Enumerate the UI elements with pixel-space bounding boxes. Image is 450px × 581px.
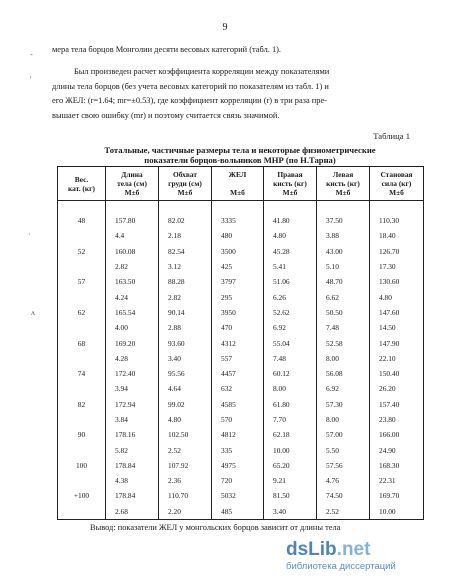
measurements-table	[57, 166, 424, 520]
table-cell	[58, 228, 106, 243]
sd-value-cell: 8.00	[317, 412, 370, 427]
mean-value-cell: 90.14	[159, 305, 212, 320]
sd-value-cell: 3.94	[106, 381, 159, 396]
mean-value-cell: 3335	[212, 213, 264, 228]
sd-value-cell: 4.80	[370, 289, 424, 304]
table-row-sd	[58, 320, 424, 335]
watermark-subtitle: библиотека диссертаций	[286, 561, 396, 572]
mean-value-cell: 95.56	[159, 366, 212, 381]
table-row-sd	[58, 442, 424, 457]
table-cell	[58, 412, 106, 427]
mean-value-cell: 3797	[212, 274, 264, 289]
mean-value-cell: 57.30	[317, 397, 370, 412]
paragraph-line: его ЖЕЛ: (r=1.64; mr=±0.53), где коэффициент корреляции (r) в три раза пре-	[52, 96, 327, 105]
sd-value-cell: 2.36	[159, 473, 212, 488]
mean-value-cell: 160.08	[106, 244, 159, 259]
paragraph-line: длины тела борцов (без учета весовых категорий по показателям из табл. 1) и	[52, 81, 329, 91]
table-spacer-row	[58, 201, 424, 214]
weight-category-cell: 90	[58, 427, 106, 442]
weight-category-cell: 48	[58, 213, 106, 228]
sd-value-cell: 480	[212, 228, 264, 243]
sd-value-cell: 22.10	[370, 351, 424, 366]
table-label: Таблица 1	[373, 131, 410, 141]
weight-category-cell: +100	[58, 488, 106, 503]
sd-value-cell: 2.88	[159, 320, 212, 335]
mean-value-cell: 107.92	[159, 458, 212, 473]
table-row-mean	[58, 274, 424, 289]
table-row-mean	[58, 305, 424, 320]
mean-value-cell: 172.40	[106, 366, 159, 381]
weight-category-cell: 100	[58, 458, 106, 473]
mean-value-cell: 157.40	[370, 397, 424, 412]
paragraph-line: Был произведен расчет коэффициента корреляции между показателями	[74, 67, 330, 76]
sd-value-cell: 425	[212, 259, 264, 274]
table-cell	[58, 442, 106, 457]
sd-value-cell: 23.80	[370, 412, 424, 427]
sd-value-cell: 5.10	[317, 259, 370, 274]
mean-value-cell: 37.50	[317, 213, 370, 228]
table-row-mean	[58, 458, 424, 473]
sd-value-cell: 720	[212, 473, 264, 488]
sd-value-cell: 6.92	[317, 381, 370, 396]
table-cell	[264, 201, 317, 214]
mean-value-cell: 130.60	[370, 274, 424, 289]
paragraph-correlation	[52, 65, 329, 123]
mean-value-cell: 88.28	[159, 274, 212, 289]
sd-value-cell: 2.52	[159, 442, 212, 457]
mean-value-cell: 82.02	[159, 213, 212, 228]
mean-value-cell: 102.50	[159, 427, 212, 442]
sd-value-cell: 26.20	[370, 381, 424, 396]
sd-value-cell: 3.84	[106, 412, 159, 427]
mean-value-cell: 60.12	[264, 366, 317, 381]
mean-value-cell: 65.20	[264, 458, 317, 473]
mean-value-cell: 50.50	[317, 305, 370, 320]
mean-value-cell: 52.58	[317, 335, 370, 350]
sd-value-cell: 632	[212, 381, 264, 396]
sd-value-cell: 2.82	[106, 259, 159, 274]
table-cell	[58, 351, 106, 366]
table-row-mean	[58, 397, 424, 412]
margin-mark: -	[30, 50, 33, 59]
weight-category-cell: 57	[58, 274, 106, 289]
header-left-hand: Левая кисть (кг) M±б	[317, 167, 370, 201]
mean-value-cell: 163.50	[106, 274, 159, 289]
table-row-mean	[58, 335, 424, 350]
mean-value-cell: 57.00	[317, 427, 370, 442]
table-row-sd	[58, 412, 424, 427]
sd-value-cell: 4.64	[159, 381, 212, 396]
sd-value-cell: 295	[212, 289, 264, 304]
table-row-mean	[58, 366, 424, 381]
sd-value-cell: 3.40	[159, 351, 212, 366]
table-cell	[58, 259, 106, 274]
mean-value-cell: 93.60	[159, 335, 212, 350]
mean-value-cell: 147.60	[370, 305, 424, 320]
mean-value-cell: 51.06	[264, 274, 317, 289]
conclusion-text: Вывод: показатели ЖЕЛ у монгольских борцов зависит от длины тела	[90, 523, 341, 532]
sd-value-cell: 2.18	[159, 228, 212, 243]
sd-value-cell: 22.31	[370, 473, 424, 488]
sd-value-cell: 24.90	[370, 442, 424, 457]
mean-value-cell: 4312	[212, 335, 264, 350]
sd-value-cell: 9.21	[264, 473, 317, 488]
table-row-sd	[58, 351, 424, 366]
mean-value-cell: 48.70	[317, 274, 370, 289]
table-title-line: показатели борцов-вольников МНР (по Н.Тарна)	[144, 155, 336, 165]
mean-value-cell: 4585	[212, 397, 264, 412]
mean-value-cell: 61.80	[264, 397, 317, 412]
mean-value-cell: 178.84	[106, 488, 159, 503]
sd-value-cell: 3.12	[159, 259, 212, 274]
sd-value-cell: 14.50	[370, 320, 424, 335]
table-row-mean	[58, 488, 424, 503]
mean-value-cell: 82.54	[159, 244, 212, 259]
mean-value-cell: 43.00	[317, 244, 370, 259]
sd-value-cell: 7.70	[264, 412, 317, 427]
sd-value-cell: 7.48	[264, 351, 317, 366]
weight-category-cell: 68	[58, 335, 106, 350]
sd-value-cell: 6.26	[264, 289, 317, 304]
table-cell	[58, 201, 106, 214]
mean-value-cell: 45.28	[264, 244, 317, 259]
sd-value-cell: 570	[212, 412, 264, 427]
mean-value-cell: 57.56	[317, 458, 370, 473]
sd-value-cell: 5.50	[317, 442, 370, 457]
mean-value-cell: 147.90	[370, 335, 424, 350]
sd-value-cell: 8.00	[264, 381, 317, 396]
table-row-sd	[58, 259, 424, 274]
margin-mark: '	[30, 75, 32, 84]
page-number: 9	[222, 22, 228, 33]
sd-value-cell: 470	[212, 320, 264, 335]
mean-value-cell: 41.80	[264, 213, 317, 228]
mean-value-cell: 178.84	[106, 458, 159, 473]
mean-value-cell: 110.70	[159, 488, 212, 503]
table-cell	[58, 381, 106, 396]
weight-category-cell: 74	[58, 366, 106, 381]
sd-value-cell: 7.48	[317, 320, 370, 335]
sd-value-cell: 4.38	[106, 473, 159, 488]
header-chest-girth: Обхват груди (см) M±б	[159, 167, 212, 201]
table-cell	[370, 201, 424, 214]
header-vital-capacity: ЖЕЛ M±б	[212, 167, 264, 201]
mean-value-cell: 3950	[212, 305, 264, 320]
sd-value-cell: 18.40	[370, 228, 424, 243]
mean-value-cell: 4812	[212, 427, 264, 442]
sd-value-cell: 3.40	[264, 504, 317, 520]
table-cell	[159, 201, 212, 214]
table-row-sd	[58, 289, 424, 304]
weight-category-cell: 82	[58, 397, 106, 412]
table-cell	[58, 320, 106, 335]
watermark-logo-text: dsLib.net	[286, 539, 371, 560]
sd-value-cell: 4.80	[264, 228, 317, 243]
sd-value-cell: 557	[212, 351, 264, 366]
mean-value-cell: 169.20	[106, 335, 159, 350]
sd-value-cell: 4.76	[317, 473, 370, 488]
sd-value-cell: 4.4	[106, 228, 159, 243]
table-cell	[317, 201, 370, 214]
weight-category-cell: 52	[58, 244, 106, 259]
table-cell	[106, 201, 159, 214]
mean-value-cell: 5032	[212, 488, 264, 503]
mean-value-cell: 52.62	[264, 305, 317, 320]
sd-value-cell: 10.00	[264, 442, 317, 457]
weight-category-cell: 62	[58, 305, 106, 320]
mean-value-cell: 150.40	[370, 366, 424, 381]
table-row-mean	[58, 213, 424, 228]
sd-value-cell: 485	[212, 504, 264, 520]
header-body-length: Длина тела (см) M±б	[106, 167, 159, 201]
mean-value-cell: 62.18	[264, 427, 317, 442]
header-right-hand: Правая кисть (кг) M±б	[264, 167, 317, 201]
table-row-sd	[58, 228, 424, 243]
mean-value-cell: 126.70	[370, 244, 424, 259]
watermark-logo	[286, 539, 436, 573]
table-row-sd	[58, 504, 424, 520]
mean-value-cell: 4975	[212, 458, 264, 473]
table-row-mean	[58, 244, 424, 259]
header-back-strength: Становая сила (кг) M±б	[370, 167, 424, 201]
sd-value-cell: 5.82	[106, 442, 159, 457]
mean-value-cell: 110.30	[370, 213, 424, 228]
mean-value-cell: 172.94	[106, 397, 159, 412]
sd-value-cell: 17.30	[370, 259, 424, 274]
mean-value-cell: 166.00	[370, 427, 424, 442]
table-row-sd	[58, 381, 424, 396]
table-cell	[58, 504, 106, 520]
mean-value-cell: 56.08	[317, 366, 370, 381]
table-row-mean	[58, 427, 424, 442]
table-header-row	[58, 167, 424, 201]
table-title-line: Тотальные, частичные размеры тела и некоторые физиометрические	[104, 145, 376, 155]
mean-value-cell: 165.54	[106, 305, 159, 320]
mean-value-cell: 157.80	[106, 213, 159, 228]
mean-value-cell: 4457	[212, 366, 264, 381]
mean-value-cell: 99.02	[159, 397, 212, 412]
header-weight-category: Вес. кат. (кг)	[58, 167, 106, 201]
table-cell	[58, 473, 106, 488]
mean-value-cell: 169.70	[370, 488, 424, 503]
paragraph-intro: мера тела борцов Монголии десяти весовых категорий (табл. 1).	[52, 45, 282, 54]
mean-value-cell: 81.50	[264, 488, 317, 503]
sd-value-cell: 5.41	[264, 259, 317, 274]
table-row-sd	[58, 473, 424, 488]
paragraph-line: вышает свою ошибку (mr) и поэтому считается связь значимой.	[52, 110, 280, 120]
sd-value-cell: 4.24	[106, 289, 159, 304]
sd-value-cell: 2.20	[159, 504, 212, 520]
sd-value-cell: 4.80	[159, 412, 212, 427]
margin-mark: ·	[28, 230, 31, 239]
sd-value-cell: 6.92	[264, 320, 317, 335]
mean-value-cell: 178.16	[106, 427, 159, 442]
sd-value-cell: 6.62	[317, 289, 370, 304]
table-title	[55, 145, 425, 165]
sd-value-cell: 10.00	[370, 504, 424, 520]
margin-mark: ʌ	[31, 308, 35, 317]
table-cell	[58, 289, 106, 304]
sd-value-cell: 4.00	[106, 320, 159, 335]
sd-value-cell: 2.52	[317, 504, 370, 520]
sd-value-cell: 8.00	[317, 351, 370, 366]
table-cell	[212, 201, 264, 214]
sd-value-cell: 335	[212, 442, 264, 457]
sd-value-cell: 2.82	[159, 289, 212, 304]
sd-value-cell: 2.68	[106, 504, 159, 520]
mean-value-cell: 168.30	[370, 458, 424, 473]
sd-value-cell: 4.28	[106, 351, 159, 366]
sd-value-cell: 3.88	[317, 228, 370, 243]
mean-value-cell: 3500	[212, 244, 264, 259]
mean-value-cell: 55.04	[264, 335, 317, 350]
mean-value-cell: 74.50	[317, 488, 370, 503]
